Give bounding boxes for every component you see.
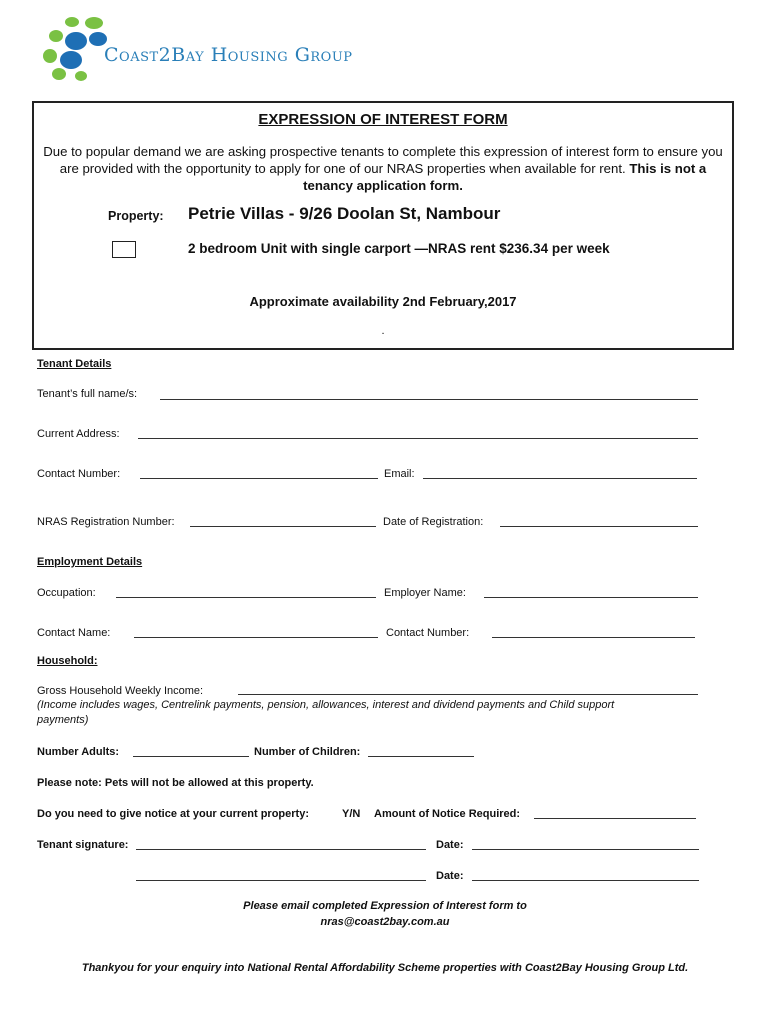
email-label: Email: <box>384 468 415 480</box>
intro-bold-text: This is not a tenancy application form. <box>303 161 707 193</box>
address-label: Current Address: <box>37 428 120 440</box>
children-field[interactable] <box>368 756 474 757</box>
signature-field[interactable] <box>136 849 426 850</box>
income-field[interactable] <box>238 694 698 695</box>
logo <box>38 14 398 84</box>
property-label: Property: <box>108 209 164 223</box>
yn-option[interactable]: Y/N <box>342 808 361 820</box>
notice-amount-label: Amount of Notice Required: <box>374 808 521 820</box>
form-header-box <box>32 101 734 350</box>
contact-name-label: Contact Name: <box>37 627 111 639</box>
contact-number-label: Contact Number: <box>37 468 121 480</box>
org-name: Coast2Bay Housing Group <box>104 44 353 66</box>
date1-field[interactable] <box>472 849 699 850</box>
contact-name-field[interactable] <box>134 637 378 638</box>
income-label: Gross Household Weekly Income: <box>37 685 204 697</box>
intro-text: Due to popular demand we are asking prospective tenants to complete this expression of interest form to ensure you are provided with the opportunity to apply for one of our NRAS properties when available for rent. <box>43 144 723 176</box>
contact-number-field[interactable] <box>140 478 378 479</box>
income-note: (Income includes wages, Centrelink payments, pension, allowances, interest and dividend payments and Child support payments) <box>37 699 615 726</box>
employer-label: Employer Name: <box>384 587 466 599</box>
children-label: Number of Children: <box>254 746 361 758</box>
occupation-field[interactable] <box>116 597 376 598</box>
signature2-field[interactable] <box>136 880 426 881</box>
address-field[interactable] <box>138 438 698 439</box>
employer-contact-number-label: Contact Number: <box>386 627 470 639</box>
property-value: Petrie Villas - 9/26 Doolan St, Nambour <box>188 204 501 223</box>
full-name-label: Tenant’s full name/s: <box>37 388 138 400</box>
signature-label: Tenant signature: <box>37 839 129 851</box>
dot-text: . <box>381 325 385 337</box>
unit-description: 2 bedroom Unit with single carport —NRAS rent $236.34 per week <box>188 241 610 256</box>
form-intro <box>40 143 726 194</box>
employment-heading: Employment Details <box>37 556 143 568</box>
household-heading: Household: <box>37 655 98 667</box>
unit-checkbox[interactable] <box>112 241 136 258</box>
employer-field[interactable] <box>484 597 698 598</box>
date2-field[interactable] <box>472 880 699 881</box>
full-name-field[interactable] <box>160 399 698 400</box>
form-title: EXPRESSION OF INTEREST FORM <box>258 111 508 128</box>
date2-label: Date: <box>436 870 464 882</box>
employer-contact-number-field[interactable] <box>492 637 695 638</box>
notice-question: Do you need to give notice at your current property: <box>37 808 309 820</box>
adults-label: Number Adults: <box>37 746 120 758</box>
tenant-heading: Tenant Details <box>37 358 112 370</box>
email-field[interactable] <box>423 478 697 479</box>
date-reg-field[interactable] <box>500 526 698 527</box>
date-reg-label: Date of Registration: <box>383 516 484 528</box>
occupation-label: Occupation: <box>37 587 96 599</box>
availability-text: Approximate availability 2nd February,2017 <box>249 294 517 309</box>
date1-label: Date: <box>436 839 464 851</box>
nras-reg-field[interactable] <box>190 526 376 527</box>
nras-reg-label: NRAS Registration Number: <box>37 516 175 528</box>
thanks-note: Thankyou for your enquiry into National Rental Affordability Scheme properties with Coast2Bay Housing Group Ltd. <box>81 962 689 974</box>
notice-amount-field[interactable] <box>534 818 696 819</box>
email-instruction: Please email completed Expression of Interest form to <box>243 900 527 912</box>
adults-field[interactable] <box>133 756 249 757</box>
email-address: nras@coast2bay.com.au <box>320 916 450 928</box>
pets-note: Please note: Pets will not be allowed at this property. <box>37 777 314 789</box>
